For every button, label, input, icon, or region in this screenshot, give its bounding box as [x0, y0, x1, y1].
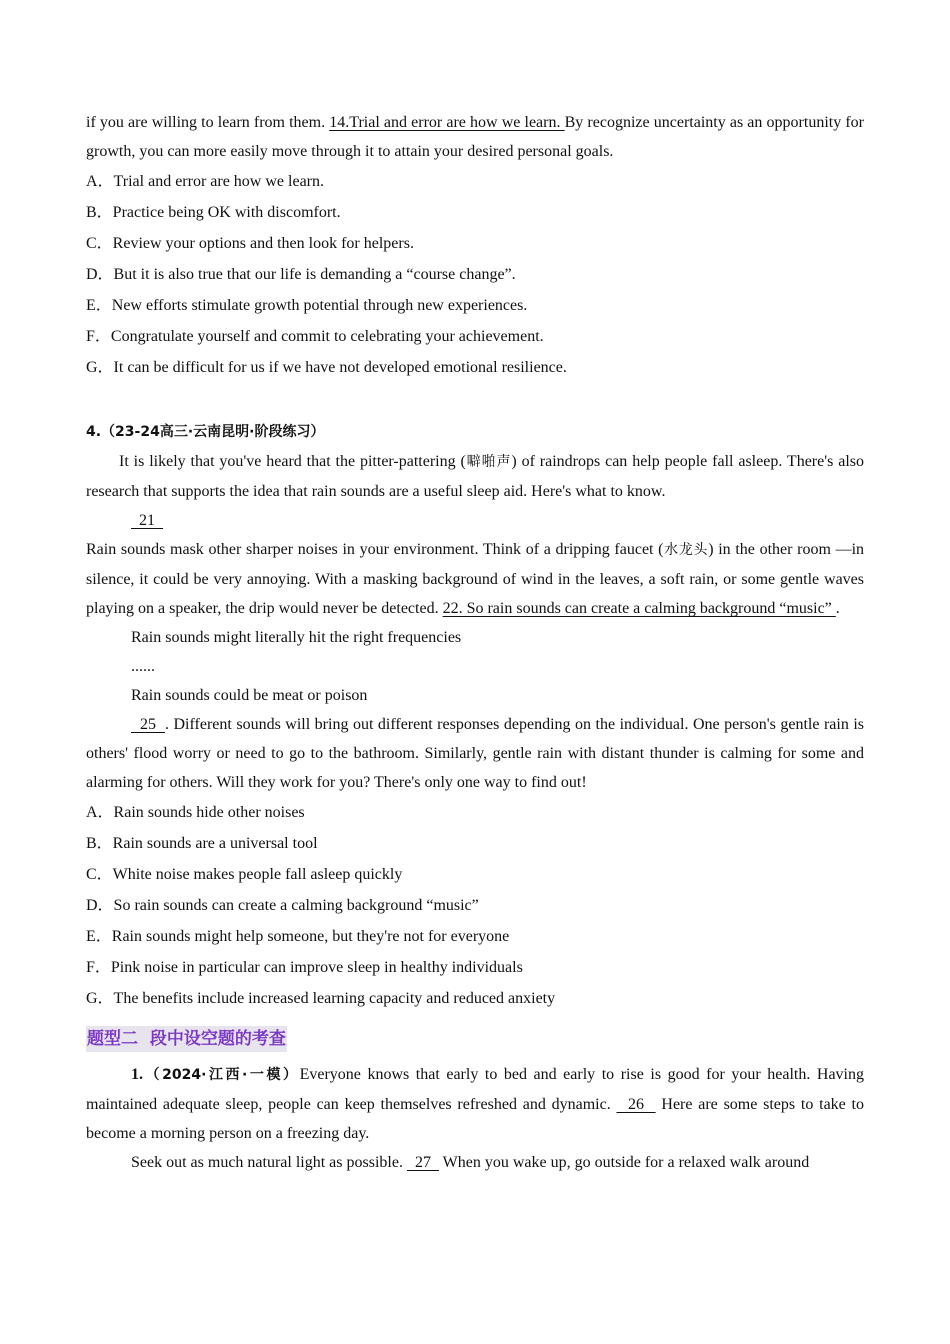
spacer	[86, 383, 864, 413]
option-e: E．Rain sounds might help someone, but they're not for everyone	[86, 928, 510, 945]
option-g: G．It can be difficult for us if we have not developed emotional resilience.	[86, 359, 567, 376]
option-b: B．Practice being OK with discomfort.	[86, 204, 341, 221]
option-f: F．Pink noise in particular can improve sleep in healthy individuals	[86, 959, 523, 976]
option-g: G．The benefits include increased learning capacity and reduced anxiety	[86, 990, 556, 1007]
s2-q1-source: （2024·江西·一模）	[143, 1067, 300, 1083]
option-c: C．White noise makes people fall asleep quickly	[86, 866, 403, 883]
subheading-frequencies: Rain sounds might literally hit the right frequencies	[131, 629, 462, 646]
option-f: F．Congratulate yourself and commit to celebrating your achievement.	[86, 328, 544, 345]
subheading-meat-poison: Rain sounds could be meat or poison	[131, 687, 368, 704]
option-b: B．Rain sounds are a universal tool	[86, 835, 318, 852]
blank-22-answer: 22. So rain sounds can create a calming background “music”	[442, 600, 836, 617]
q3-options	[86, 166, 864, 383]
q4-options	[86, 797, 864, 1014]
s2-q1-paragraph-1: 1.（2024·江西·一模）Everyone knows that early to bed and early to rise is good for your health. Having maintained adequate sleep, people can keep themselves refreshed and dynamic. 26 Here are some steps to take to become a morning person on a freezing day.	[86, 1066, 865, 1142]
ellipsis: ......	[131, 658, 155, 675]
section-title: 题型二 段中设空题的考查	[86, 1026, 287, 1052]
q4-paragraph-3: 25 . Different sounds will bring out different responses depending on the individual. One person's gentle rain is others' flood worry or need to go to the bathroom. Similarly, gentle rain with distant thunder is calming for some and alarming for others. Will they work for you? There's only one way to find out!	[86, 716, 865, 791]
blank-26: 26	[616, 1096, 656, 1113]
document-page	[86, 108, 864, 1177]
option-e: E．New efforts stimulate growth potential through new experiences.	[86, 297, 528, 314]
option-d: D．But it is also true that our life is demanding a “course change”.	[86, 266, 516, 283]
s2-q1-paragraph-2: Seek out as much natural light as possible. 27 When you wake up, go outside for a relaxed walk around	[131, 1154, 810, 1171]
q4-paragraph-2: Rain sounds mask other sharper noises in your environment. Think of a dripping faucet (水龙头) in the other room —in silence, it could be very annoying. With a masking background of wind in the leaves, a soft rain, or some gentle waves playing on a speaker, the drip would never be detected. 22. So rain sounds can create a calming background “music” .	[86, 541, 865, 617]
option-d: D．So rain sounds can create a calming background “music”	[86, 897, 479, 914]
q4-heading: 4.（23-24高三·云南昆明·阶段练习）	[86, 424, 325, 440]
blank-14-answer: 14.Trial and error are how we learn.	[329, 114, 565, 131]
option-a: A．Trial and error are how we learn.	[86, 173, 324, 190]
blank-25: 25	[131, 716, 165, 733]
blank-21: 21	[131, 512, 163, 529]
option-a: A．Rain sounds hide other noises	[86, 804, 305, 821]
option-c: C．Review your options and then look for helpers.	[86, 235, 414, 252]
blank-27: 27	[406, 1154, 439, 1171]
q4-intro: It is likely that you've heard that the pitter-pattering (噼啪声) of raindrops can help people fall asleep. There's also research that supports the idea that rain sounds are a useful sleep aid. Here's what to know.	[86, 453, 864, 500]
q3-passage-end: if you are willing to learn from them. 14.Trial and error are how we learn. By recognize uncertainty as an opportunity for growth, you can more easily move through it to attain your desired personal goals.	[86, 114, 865, 160]
